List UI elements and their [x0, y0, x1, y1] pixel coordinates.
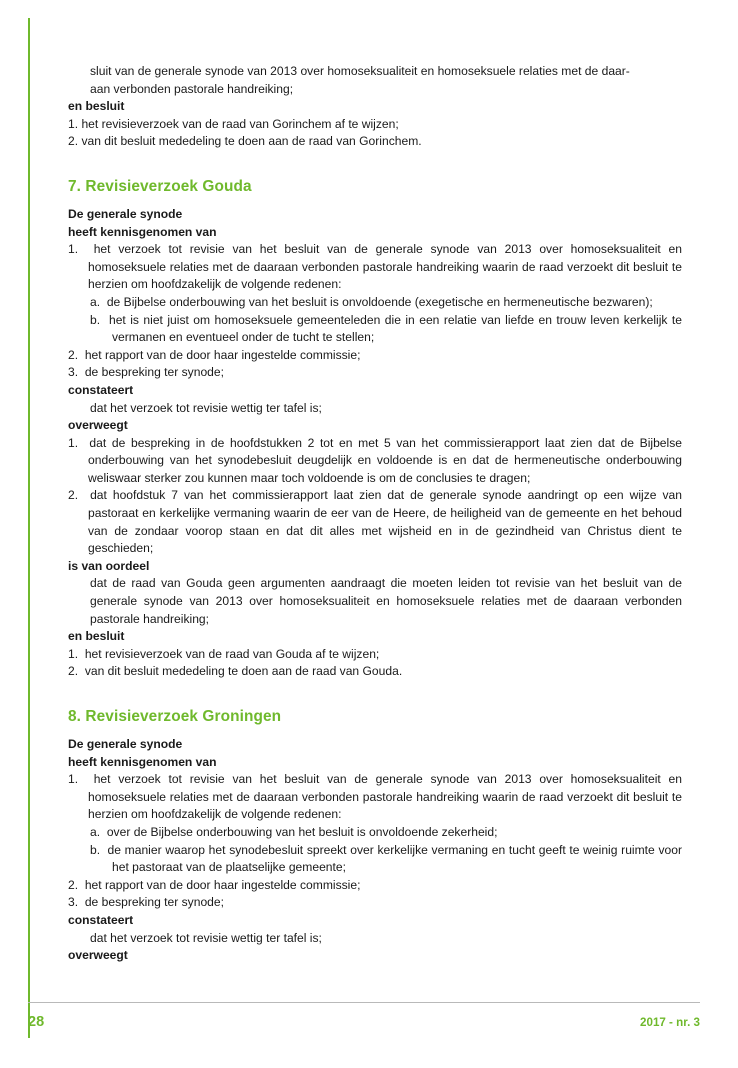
item-number: 1. [68, 646, 79, 661]
decision-item [68, 646, 682, 664]
footer-divider [28, 1002, 700, 1003]
item-text: dat de bespreking in de hoofdstukken 2 tot en met 5 van het commissierapport laat zien dat de Bijbelse onderbouwing van het synodebesluit deugdelijk en voldoende is en dat de hermeneutische onderbouwing weliswaar sterker zou kunnen maar toch voldoende is om de conclusies te dragen; [88, 435, 682, 485]
subitem-number: a. [90, 824, 101, 839]
item-number: 3. [68, 365, 79, 380]
noted-label: heeft kennisgenomen van [68, 224, 217, 239]
section-heading-7: 7. Revisieverzoek Gouda [68, 177, 252, 195]
subitem-number: b. [90, 312, 101, 327]
subitem-number: b. [90, 842, 101, 857]
noted-item [68, 241, 682, 294]
considers-item [68, 487, 682, 557]
subitem-text: over de Bijbelse onderbouwing van het besluit is onvoldoende zekerheid; [106, 824, 498, 839]
page-content [68, 63, 682, 965]
noted-item [68, 771, 682, 824]
item-text: van dit besluit mededeling te doen aan de raad van Gouda. [84, 664, 403, 679]
opinion-label: is van oordeel [68, 558, 150, 573]
noted-label: heeft kennisgenomen van [68, 754, 217, 769]
noted-subitem [68, 312, 682, 347]
item-number: 3. [68, 895, 79, 910]
item-text: de bespreking ter synode; [84, 365, 224, 380]
item-text: de bespreking ter synode; [84, 895, 224, 910]
subitem-text: de Bijbelse onderbouwing van het besluit is onvoldoende (exegetische en hermeneutische bezwaren); [106, 294, 653, 309]
continued-line-2: aan verbonden pastorale handreiking; [90, 81, 294, 96]
item-number: 1. [68, 435, 79, 450]
subitem-text: het is niet juist om homoseksuele gemeenteleden die in een relatie van liefde en trouw leven kerkelijk te vermanen en eventueel onder de tucht te stellen; [108, 312, 682, 345]
issue-label: 2017 - nr. 3 [640, 1015, 700, 1029]
page-footer [28, 1014, 700, 1030]
section-heading-8: 8. Revisieverzoek Groningen [68, 708, 282, 725]
constates-label: constateert [68, 912, 134, 927]
item-number: 2. [68, 488, 79, 503]
considers-label: overweegt [68, 418, 128, 433]
constates-text: dat het verzoek tot revisie wettig ter tafel is; [90, 930, 322, 945]
noted-item [68, 894, 682, 912]
noted-item [68, 347, 682, 365]
item-number: 2. [68, 664, 79, 679]
decision-item: 1. het revisieverzoek van de raad van Gorinchem af te wijzen; [68, 116, 399, 131]
subitem-text: de manier waarop het synodebesluit spreekt over kerkelijke vermaning en tucht geeft te weinig ruimte voor het pastoraat van de plaatselijke gemeente; [107, 842, 682, 875]
decision-label-prev: en besluit [68, 99, 125, 114]
noted-item [68, 364, 682, 382]
synod-label: De generale synode [68, 206, 183, 221]
subitem-number: a. [90, 294, 101, 309]
decision-label: en besluit [68, 629, 125, 644]
continued-line-1: sluit van de generale synode van 2013 over homoseksualiteit en homoseksuele relaties met de daar- [90, 64, 630, 78]
considers-item [68, 435, 682, 488]
item-text: het verzoek tot revisie van het besluit van de generale synode van 2013 over homoseksualiteit en homoseksuele relaties met de daaraan verbonden pastorale handreiking waarin de raad verzoekt dit besluit te herzien om hoofdzakelijk de volgende redenen: [88, 772, 682, 822]
decision-item [68, 663, 682, 681]
noted-subitem [68, 842, 682, 877]
left-margin-rule [28, 18, 30, 1038]
item-number: 2. [68, 347, 79, 362]
item-text: het rapport van de door haar ingestelde commissie; [84, 877, 361, 892]
decision-item: 2. van dit besluit mededeling te doen aan de raad van Gorinchem. [68, 134, 422, 149]
constates-text: dat het verzoek tot revisie wettig ter tafel is; [90, 400, 322, 415]
noted-subitem [68, 824, 682, 842]
noted-subitem [68, 294, 682, 312]
page-number: 28 [28, 1014, 45, 1030]
item-text: het verzoek tot revisie van het besluit van de generale synode van 2013 over homoseksualiteit en homoseksuele relaties met de daaraan verbonden pastorale handreiking waarin de raad verzoekt dit besluit te herzien om hoofdzakelijk de volgende redenen: [88, 242, 682, 292]
item-text: dat hoofdstuk 7 van het commissierapport laat zien dat de generale synode aandringt op een wijze van pastoraat en kerkelijke vermaning waarin de eer van de Heere, de heiligheid van de gemeente en het behoud van de zondaar voorop staan en dat dit alles met wijsheid en in de gezindheid van Christus dient te geschieden; [88, 488, 682, 556]
constates-label: constateert [68, 382, 134, 397]
item-text: het revisieverzoek van de raad van Gouda af te wijzen; [84, 646, 380, 661]
item-number: 2. [68, 877, 79, 892]
continued-paragraph [68, 63, 682, 98]
opinion-text: dat de raad van Gouda geen argumenten aandraagt die moeten leiden tot revisie van het besluit van de generale synode van 2013 over homoseksualiteit en homoseksuele relaties met de daaraan verbonden pastorale handreiking; [90, 576, 682, 626]
item-number: 1. [68, 242, 79, 257]
item-number: 1. [68, 772, 79, 787]
item-text: het rapport van de door haar ingestelde commissie; [84, 347, 361, 362]
noted-item [68, 877, 682, 895]
synod-label: De generale synode [68, 737, 183, 751]
considers-label: overweegt [68, 948, 128, 963]
